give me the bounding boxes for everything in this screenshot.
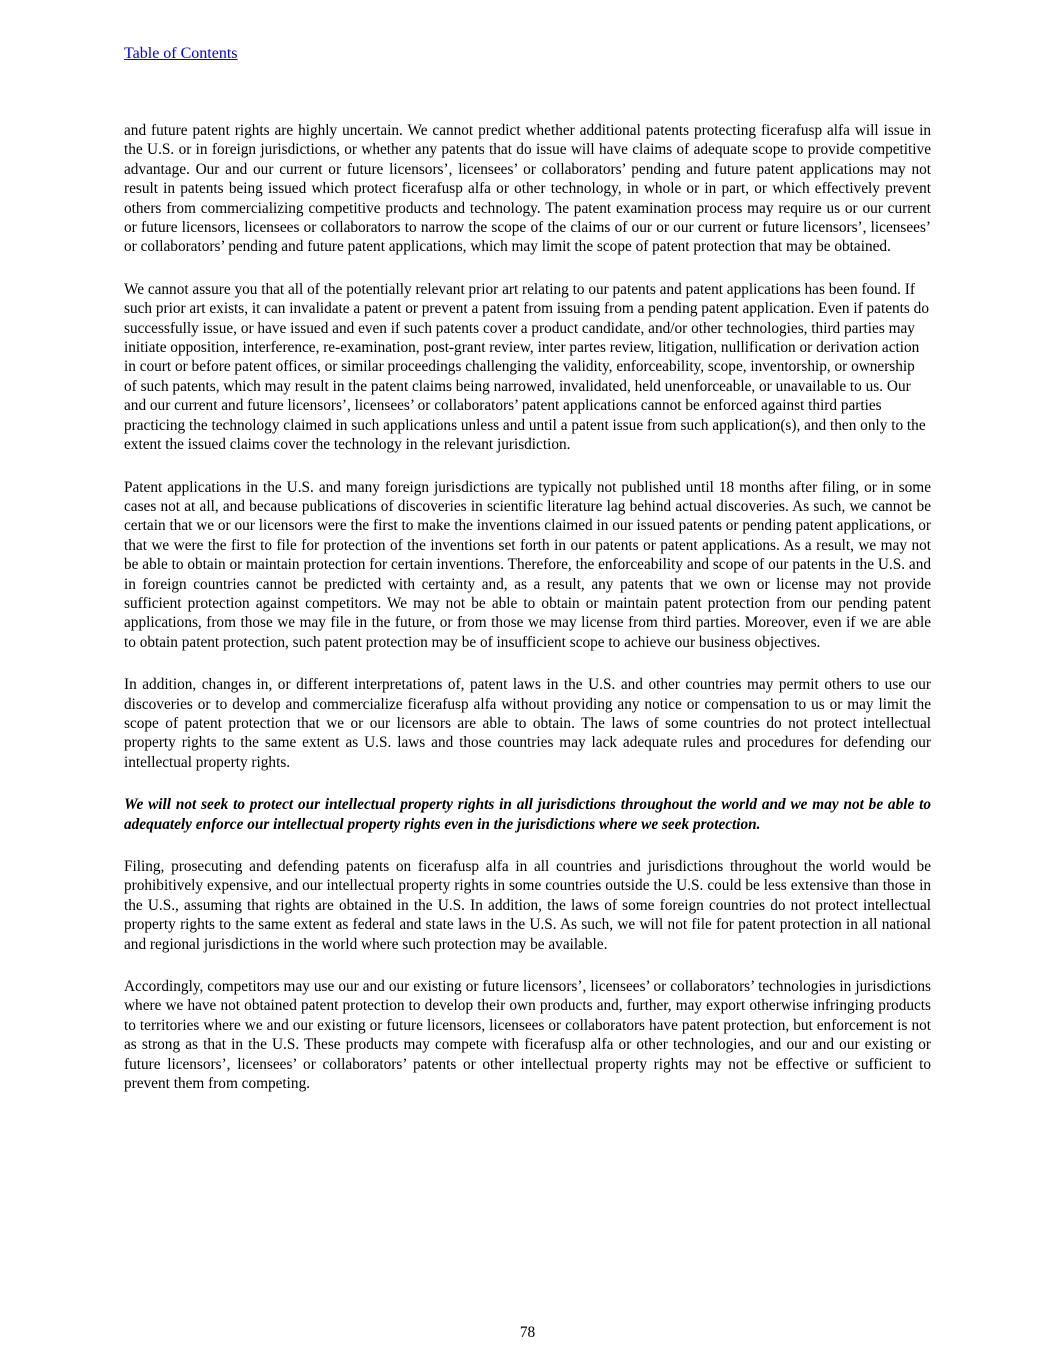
paragraph-foreign-filing: Filing, prosecuting and defending patents on ficerafusp alfa in all countries and jurisdictions throughout the world would be prohibitively expensive, and our intellectual property rights in some countries outside the U.S. could be less extensive than those in the U.S., assuming that rights are obtained in the U.S. In addition, the laws of some foreign countries do not protect intellectual property rights to the same extent as federal and state laws in the U.S. As such, we will not file for patent protection in all national and regional jurisdictions in the world where such protection may be available. — [124, 858, 931, 953]
document-body — [124, 121, 931, 1116]
paragraph-prior-art: We cannot assure you that all of the potentially relevant prior art relating to our patents and patent applications has been found. If such prior art exists, it can invalidate a patent or prevent a patent from issuing from a pending patent application. Even if patents do successfully issue, or have issued and even if such patents cover a product candidate, and/or other technologies, third parties may initiate opposition, interference, re-examination, post-grant review, inter partes review, litigation, nullification or derivation action in court or before patent offices, or similar proceedings challenging the validity, enforceability, scope, inventorship, or ownership of such patents, which may result in the patent claims being narrowed, invalidated, held unenforceable, or unavailable to us. Our and our current and future licensors’, licensees’ or collaborators’ patent applications cannot be enforced against third parties practicing the technology claimed in such applications unless and until a patent issue from such application(s), and then only to the extent the issued claims cover the technology in the relevant jurisdiction. — [124, 280, 929, 454]
paragraph-patent-law-changes: In addition, changes in, or different interpretations of, patent laws in the U.S. and other countries may permit others to use our discoveries or to develop and commercialize ficerafusp alfa without providing any notice or compensation to us or may limit the scope of patent protection that we or our licensors are able to obtain. The laws of some countries do not protect intellectual property rights to the same extent as U.S. laws and those countries may lack adequate rules and procedures for defending our intellectual property rights. — [124, 676, 931, 771]
table-of-contents-link[interactable]: Table of Contents — [124, 45, 238, 62]
paragraph-competitors: Accordingly, competitors may use our and our existing or future licensors’, licensees’ or collaborators’ technologies in jurisdictions where we have not obtained patent protection to develop their own products and, further, may export otherwise infringing products to territories where we and our existing or future licensors, licensees or collaborators have patent protection, but enforcement is not as strong as that in the U.S. These products may compete with ficerafusp alfa or other technologies, and our and our existing or future licensors’, licensees’ or collaborators’ patents or other intellectual property rights may not be effective or sufficient to prevent them from competing. — [124, 978, 931, 1093]
paragraph-patent-publication: Patent applications in the U.S. and many foreign jurisdictions are typically not published until 18 months after filing, or in some cases not at all, and because publications of discoveries in scientific literature lag behind actual discoveries. As such, we cannot be certain that we or our licensors were the first to make the inventions claimed in our issued patents or pending patent applications, or that we were the first to file for protection of the inventions set forth in our patents or patent applications. As a result, we may not be able to obtain or maintain protection for certain inventions. Therefore, the enforceability and scope of our patents in the U.S. and in foreign countries cannot be predicted with certainty and, as a result, any patents that we own or license may not provide sufficient protection against competitors. We may not be able to obtain or maintain patent protection from our pending patent applications, from those we may file in the future, or from those we may license from third parties. Moreover, even if we are able to obtain patent protection, such patent protection may be of insufficient scope to achieve our business objectives. — [124, 478, 931, 651]
risk-factor-heading: We will not seek to protect our intellectual property rights in all jurisdictions throughout the world and we may not be able to adequately enforce our intellectual property rights even in the jurisdictions where we seek protection. — [124, 796, 931, 833]
page-number: 78 — [519, 1324, 536, 1341]
paragraph-patent-uncertainty: and future patent rights are highly uncertain. We cannot predict whether additional patents protecting ficerafusp alfa will issue in the U.S. or in foreign jurisdictions, or whether any patents that do issue will have claims of adequate scope to provide competitive advantage. Our and our current or future licensors’, licensees’ or collaborators’ pending and future patent applications may not result in patents being issued which protect ficerafusp alfa or other technology, in whole or in part, or which effectively prevent others from commercializing competitive products and technology. The patent examination process may require us or our current or future licensors, licensees or collaborators to narrow the scope of the claims of our or our current or future licensors’, licensees’ or collaborators’ pending and future patent applications, which may limit the scope of patent protection that may be obtained. — [124, 122, 931, 256]
